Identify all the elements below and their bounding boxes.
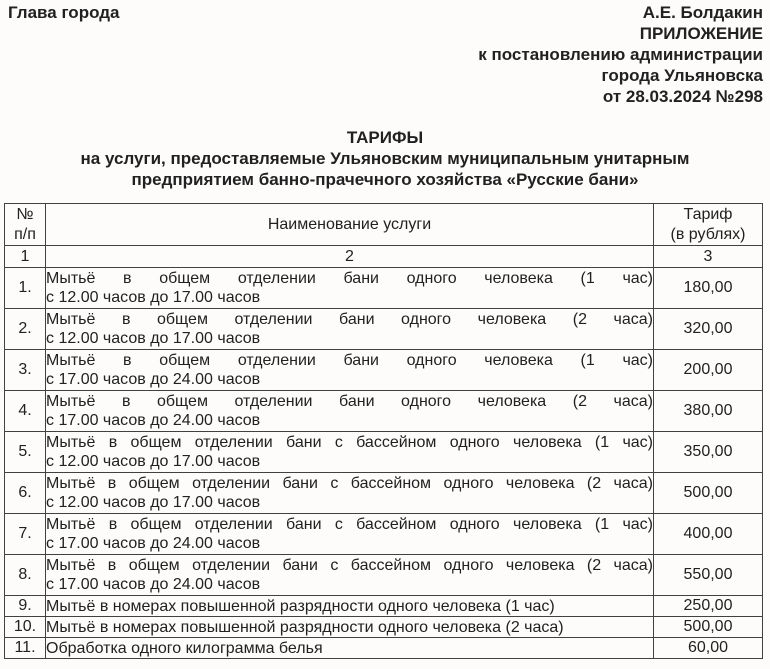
signature-header <box>0 0 770 107</box>
service-name-line: с 12.00 часов до 17.00 часов <box>46 453 261 470</box>
table-row <box>5 617 763 638</box>
service-name-line: Мытьё в общем отделении бани с бассейном одного человека (1 час) <box>46 434 653 451</box>
table-row <box>5 514 763 555</box>
tariff-value: 200,00 <box>654 350 763 391</box>
service-name-cell <box>46 432 654 473</box>
table-header-row <box>5 204 763 246</box>
table-row <box>5 638 763 659</box>
tariff-value: 350,00 <box>654 432 763 473</box>
service-name-line: Мытьё в общем отделении бани одного человека (1 час) <box>46 352 653 369</box>
tariff-value: 550,00 <box>654 555 763 596</box>
appendix-block <box>478 2 763 107</box>
column-number: 1 <box>5 246 46 268</box>
col-header-tariff: Тариф (в рублях) <box>654 204 763 246</box>
table-row <box>5 473 763 514</box>
service-name-cell <box>46 596 654 617</box>
signer-title: Глава города <box>8 3 120 22</box>
signer-name: А.Е. Болдакин <box>642 3 763 22</box>
document-subtitle-line: на услуги, предоставляемые Ульяновским муниципальным унитарным <box>80 149 690 168</box>
table-row <box>5 268 763 309</box>
table-row <box>5 391 763 432</box>
col-header-number: № п/п <box>5 204 46 246</box>
service-name-line: Мытьё в общем отделении бани одного человека (1 час) <box>46 270 653 287</box>
service-name-line: Мытьё в номерах повышенной разрядности одного человека (1 час) <box>46 597 555 615</box>
service-name-cell <box>46 617 654 638</box>
service-name-cell <box>46 473 654 514</box>
service-name-cell <box>46 391 654 432</box>
table-row <box>5 309 763 350</box>
service-name-cell <box>46 268 654 309</box>
document-title-block <box>0 127 770 190</box>
tariff-value: 400,00 <box>654 514 763 555</box>
service-name-line: Обработка одного килограмма белья <box>46 639 323 657</box>
row-number: 8. <box>5 555 46 596</box>
service-name-line: с 17.00 часов до 24.00 часов <box>46 412 261 429</box>
appendix-line: к постановлению администрации <box>478 45 763 64</box>
row-number: 2. <box>5 309 46 350</box>
service-name-line: Мытьё в общем отделении бани с бассейном одного человека (2 часа) <box>46 557 653 574</box>
service-name-line: с 12.00 часов до 17.00 часов <box>46 494 261 511</box>
service-name-line: с 12.00 часов до 17.00 часов <box>46 330 261 347</box>
tariff-table <box>4 203 763 659</box>
tariff-value: 500,00 <box>654 473 763 514</box>
row-number: 7. <box>5 514 46 555</box>
tariff-value: 60,00 <box>654 638 763 659</box>
table-row <box>5 350 763 391</box>
appendix-line: от 28.03.2024 №298 <box>602 87 763 106</box>
row-number: 4. <box>5 391 46 432</box>
col-header-service-name: Наименование услуги <box>46 204 654 246</box>
tariff-value: 320,00 <box>654 309 763 350</box>
tariff-value: 180,00 <box>654 268 763 309</box>
service-name-line: с 17.00 часов до 24.00 часов <box>46 535 261 552</box>
table-row <box>5 432 763 473</box>
service-name-cell <box>46 514 654 555</box>
column-number-row <box>5 246 763 268</box>
service-name-cell <box>46 309 654 350</box>
service-name-cell <box>46 350 654 391</box>
row-number: 6. <box>5 473 46 514</box>
service-name-line: с 17.00 часов до 24.00 часов <box>46 371 261 388</box>
column-number: 2 <box>46 246 654 268</box>
tariff-value: 380,00 <box>654 391 763 432</box>
row-number: 5. <box>5 432 46 473</box>
appendix-line: ПРИЛОЖЕНИЕ <box>639 24 763 43</box>
service-name-cell <box>46 555 654 596</box>
document-subtitle-line: предприятием банно-прачечного хозяйства «Русские бани» <box>131 170 639 189</box>
table-row <box>5 596 763 617</box>
table-row <box>5 555 763 596</box>
service-name-cell <box>46 638 654 659</box>
column-number: 3 <box>654 246 763 268</box>
service-name-line: с 12.00 часов до 17.00 часов <box>46 289 261 306</box>
service-name-line: Мытьё в общем отделении бани с бассейном одного человека (2 часа) <box>46 475 653 492</box>
tariff-value: 500,00 <box>654 617 763 638</box>
service-name-line: Мытьё в общем отделении бани с бассейном одного человека (1 час) <box>46 516 653 533</box>
service-name-line: Мытьё в общем отделении бани одного человека (2 часа) <box>46 393 653 410</box>
appendix-line: города Ульяновска <box>601 66 763 85</box>
row-number: 9. <box>5 596 46 617</box>
service-name-line: Мытьё в общем отделении бани одного человека (2 часа) <box>46 311 653 328</box>
tariff-value: 250,00 <box>654 596 763 617</box>
row-number: 1. <box>5 268 46 309</box>
document-title: ТАРИФЫ <box>346 128 424 147</box>
row-number: 3. <box>5 350 46 391</box>
row-number: 10. <box>5 617 46 638</box>
service-name-line: с 17.00 часов до 24.00 часов <box>46 576 261 593</box>
row-number: 11. <box>5 638 46 659</box>
service-name-line: Мытьё в номерах повышенной разрядности одного человека (2 часа) <box>46 618 564 636</box>
